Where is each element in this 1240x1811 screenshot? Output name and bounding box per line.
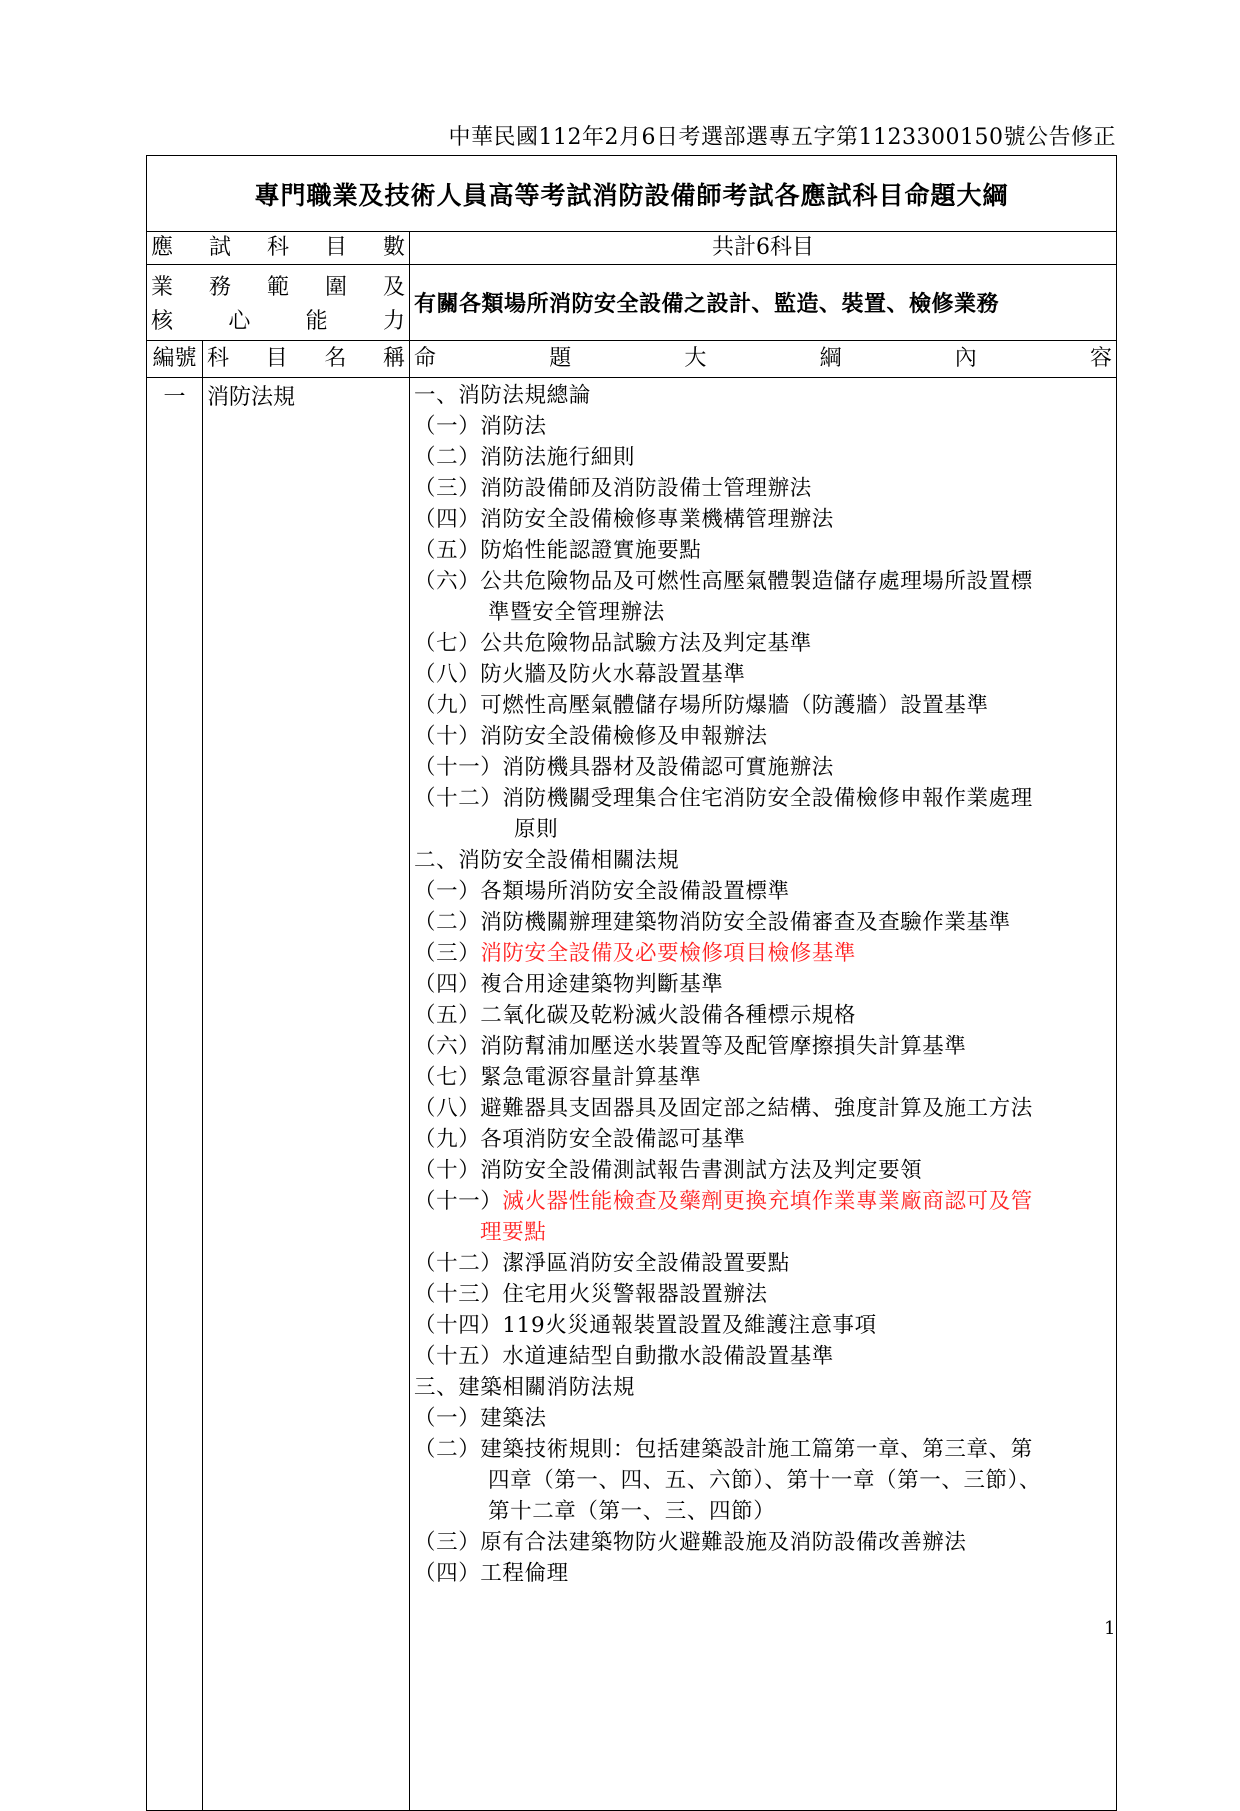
label-char: 核	[151, 308, 174, 334]
outline-item: （八）避難器具支固器具及固定部之結構、強度計算及施工方法	[414, 1096, 1033, 1121]
outline-item-continuation: 第十二章（第一、三、四節）	[488, 1499, 776, 1524]
outline-item: （十二）潔淨區消防安全設備設置要點	[414, 1251, 790, 1276]
subject-count-value: 共計6科目	[712, 235, 814, 260]
outline-item: （七）緊急電源容量計算基準	[414, 1065, 702, 1090]
revised-text: 消防安全設備及必要檢修項目檢修基準	[480, 941, 857, 966]
outline-item: （五）二氧化碳及乾粉滅火設備各種標示規格	[414, 1003, 857, 1028]
label-char: 容	[1089, 346, 1112, 371]
label-char: 業	[151, 275, 174, 301]
label-char: 範	[266, 275, 289, 301]
label-char: 心	[228, 308, 251, 334]
outline-item: （五）防焰性能認證實施要點	[414, 538, 702, 563]
page-number: 1	[1104, 1618, 1116, 1639]
label-char: 科	[207, 346, 230, 371]
outline-item: （六）公共危險物品及可燃性高壓氣體製造儲存處理場所設置標	[414, 569, 1033, 594]
subject-count-row	[147, 232, 1116, 265]
label-char: 命	[414, 346, 437, 371]
label-char: 試	[208, 235, 231, 260]
item-number: （三）	[414, 941, 481, 966]
label-char: 數	[382, 235, 405, 260]
outline-item: （十）消防安全設備測試報告書測試方法及判定要領	[414, 1158, 923, 1183]
subject-row	[147, 378, 1116, 1811]
outline-item: （一）消防法	[414, 414, 547, 439]
header-outline	[410, 341, 1116, 377]
label-char: 應	[151, 235, 174, 260]
subject-number: 一	[147, 378, 203, 1810]
outline-item: （十三）住宅用火災警報器設置辦法	[414, 1282, 768, 1307]
revised-text: 滅火器性能檢查及藥劑更換充填作業專業廠商認可及管	[502, 1189, 1033, 1214]
label-char: 務	[208, 275, 231, 301]
section-heading: 一、消防法規總論	[414, 383, 591, 408]
section-heading: 二、消防安全設備相關法規	[414, 848, 680, 873]
label-char: 綱	[819, 346, 842, 371]
label-char: 及	[382, 275, 405, 301]
outline-item: （十二）消防機關受理集合住宅消防安全設備檢修申報作業處理	[414, 786, 1033, 811]
subject-count-label	[147, 232, 410, 264]
outline-item: （八）防火牆及防火水幕設置基準	[414, 662, 746, 687]
outline-item: （一）建築法	[414, 1406, 547, 1431]
label-char: 題	[549, 346, 572, 371]
outline-item: （九）各項消防安全設備認可基準	[414, 1127, 746, 1152]
outline-item: （四）消防安全設備檢修專業機構管理辦法	[414, 507, 834, 532]
column-header-row	[147, 341, 1116, 378]
header-number: 編號	[147, 341, 203, 377]
document-title: 專門職業及技術人員高等考試消防設備師考試各應試科目命題大綱	[147, 156, 1116, 232]
label-char: 稱	[382, 346, 405, 371]
outline-item: （四）工程倫理	[414, 1561, 569, 1586]
label-char: 目	[265, 346, 288, 371]
item-number: （十一）	[414, 1189, 503, 1214]
outline-item-revised	[414, 938, 1116, 969]
outline-item: （一）各類場所消防安全設備設置標準	[414, 879, 790, 904]
scope-label	[147, 265, 410, 340]
label-char: 大	[684, 346, 707, 371]
outline-item-continuation: 四章（第一、四、五、六節）、第十一章（第一、三節）、	[488, 1468, 1042, 1493]
outline-item: （十四）119火災通報裝置設置及維護注意事項	[414, 1313, 877, 1338]
outline-item: （三）原有合法建築物防火避難設施及消防設備改善辦法	[414, 1530, 967, 1555]
outline-item: （二）消防機關辦理建築物消防安全設備審查及查驗作業基準	[414, 910, 1011, 935]
outline-item: （十五）水道連結型自動撒水設備設置基準	[414, 1344, 834, 1369]
outline-item-continuation: 理要點	[480, 1220, 547, 1245]
outline-table	[146, 155, 1117, 1811]
scope-row	[147, 265, 1116, 341]
label-char: 能	[305, 308, 328, 334]
outline-item: （九）可燃性高壓氣體儲存場所防爆牆（防護牆）設置基準	[414, 693, 989, 718]
outline-item: （六）消防幫浦加壓送水裝置等及配管摩擦損失計算基準	[414, 1034, 967, 1059]
label-char: 科	[266, 235, 289, 260]
label-char: 力	[382, 308, 405, 334]
outline-item: （三）消防設備師及消防設備士管理辦法	[414, 476, 812, 501]
section-heading: 三、建築相關消防法規	[414, 1375, 636, 1400]
header-subject	[203, 341, 410, 377]
label-char: 圍	[324, 275, 347, 301]
outline-item: （四）複合用途建築物判斷基準	[414, 972, 724, 997]
label-char: 內	[954, 346, 977, 371]
outline-item: （二）消防法施行細則	[414, 445, 636, 470]
outline-item: （七）公共危險物品試驗方法及判定基準	[414, 631, 812, 656]
outline-content	[410, 378, 1116, 1810]
subject-name: 消防法規	[203, 378, 410, 1810]
outline-item: （十）消防安全設備檢修及申報辦法	[414, 724, 768, 749]
outline-item-revised	[414, 1186, 1116, 1217]
announcement-notice: 中華民國112年2月6日考選部選專五字第1123300150號公告修正	[448, 125, 1116, 150]
scope-value: 有關各類場所消防安全設備之設計、監造、裝置、檢修業務	[414, 291, 1000, 317]
label-char: 目	[324, 235, 347, 260]
outline-item-continuation: 準暨安全管理辦法	[488, 600, 665, 625]
label-char: 名	[324, 346, 347, 371]
outline-item: （十一）消防機具器材及設備認可實施辦法	[414, 755, 834, 780]
outline-item-continuation: 原則	[514, 817, 559, 842]
outline-item: （二）建築技術規則：包括建築設計施工篇第一章、第三章、第	[414, 1437, 1033, 1462]
